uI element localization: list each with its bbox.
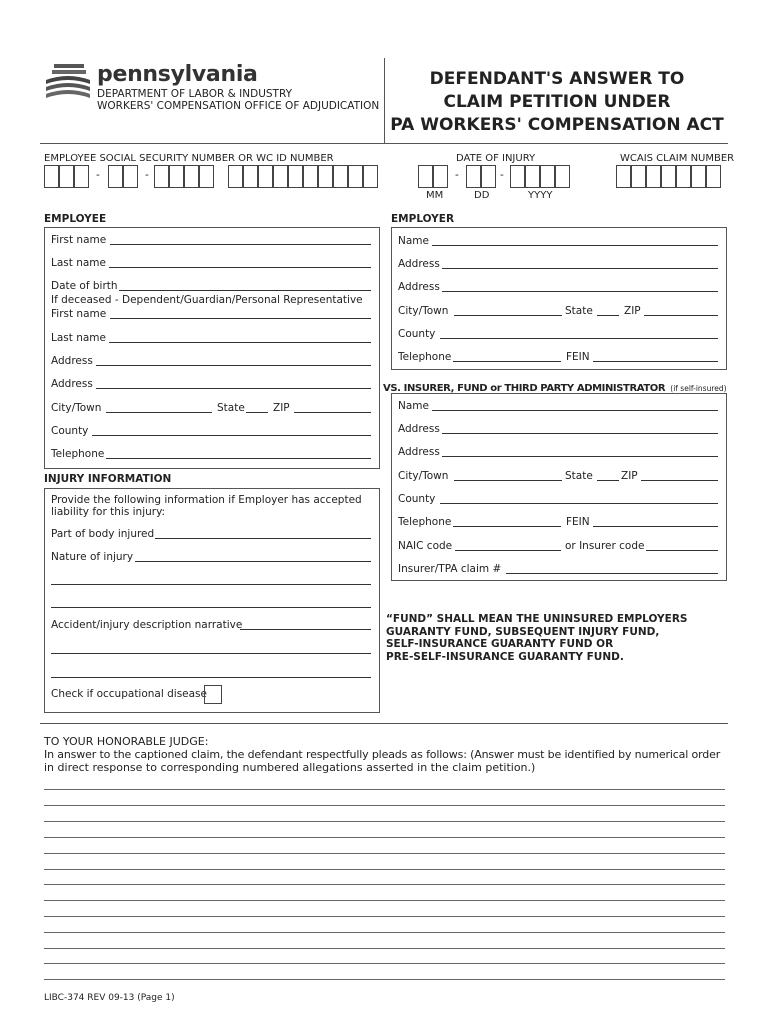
insurer-fein-input[interactable] <box>593 526 718 527</box>
employee-address1-label: Address <box>51 355 93 367</box>
employee-state-input[interactable] <box>246 412 268 413</box>
ssn-dash-1: - <box>96 169 100 181</box>
occupational-disease-checkbox[interactable] <box>204 685 222 704</box>
date-dash-1: - <box>455 169 459 181</box>
employee-last-name-input[interactable] <box>109 267 371 268</box>
pa-logo <box>44 62 92 104</box>
mm-label: MM <box>426 190 444 201</box>
department-name: DEPARTMENT OF LABOR & INDUSTRY <box>97 88 293 100</box>
employee-deceased-label: If deceased - Dependent/Guardian/Personal Representative <box>51 294 363 306</box>
narrative-input[interactable] <box>240 629 371 630</box>
answer-line[interactable] <box>44 869 725 870</box>
insurer-zip-label: ZIP <box>621 470 638 482</box>
employer-box <box>391 227 727 370</box>
answer-line[interactable] <box>44 853 725 854</box>
fund-note <box>386 613 687 663</box>
answer-line[interactable] <box>44 821 725 822</box>
fund-note-line-3: SELF-INSURANCE GUARANTY FUND OR <box>386 638 614 650</box>
injury-intro-2: liability for this injury: <box>51 506 166 518</box>
insurer-name-input[interactable] <box>432 410 718 411</box>
employer-zip-label: ZIP <box>624 305 641 317</box>
employee-first-name-input[interactable] <box>110 244 371 245</box>
header-divider <box>384 58 385 144</box>
employer-county-input[interactable] <box>440 338 718 339</box>
injury-intro-1: Provide the following information if Employer has accepted <box>51 494 362 506</box>
insurer-box <box>391 393 727 581</box>
employer-zip-input[interactable] <box>644 315 718 316</box>
employer-fein-input[interactable] <box>593 361 718 362</box>
judge-rule <box>40 723 728 724</box>
fund-note-line-2: GUARANTY FUND, SUBSEQUENT INJURY FUND, <box>386 625 660 638</box>
insurer-county-label: County <box>398 493 436 505</box>
employer-name-label: Name <box>398 235 429 247</box>
narrative-input-2[interactable] <box>51 653 371 654</box>
employee-heading: EMPLOYEE <box>44 213 107 225</box>
employee-county-input[interactable] <box>92 435 371 436</box>
answer-line[interactable] <box>44 837 725 838</box>
employer-address1-input[interactable] <box>442 268 718 269</box>
occupational-disease-label: Check if occupational disease <box>51 688 207 700</box>
rep-first-name-input[interactable] <box>110 318 371 319</box>
insurer-heading-text: VS. INSURER, FUND or THIRD PARTY ADMINISTRATOR <box>383 383 666 394</box>
ssn-dash-2: - <box>145 169 149 181</box>
answer-line[interactable] <box>44 805 725 806</box>
date-of-injury-label: DATE OF INJURY <box>456 153 536 164</box>
yyyy-label: YYYY <box>528 190 553 201</box>
employee-zip-label: ZIP <box>273 402 290 414</box>
answer-line[interactable] <box>44 963 725 964</box>
nature-of-injury-input-3[interactable] <box>51 607 371 608</box>
judge-instruction-1: In answer to the captioned claim, the defendant respectfully pleads as follows: (Answer must be identified by numerical order <box>44 748 721 761</box>
employer-fein-label: FEIN <box>566 351 590 363</box>
title-line-1: DEFENDANT'S ANSWER TO <box>429 69 685 89</box>
title-line-3: PA WORKERS' COMPENSATION ACT <box>390 115 724 135</box>
employer-state-label: State <box>565 305 593 317</box>
employee-first-name-label: First name <box>51 234 107 246</box>
wc-id-field[interactable] <box>228 165 378 188</box>
ssn-label: EMPLOYEE SOCIAL SECURITY NUMBER OR WC ID NUMBER <box>44 153 334 164</box>
state-name: pennsylvania <box>97 62 258 87</box>
fund-note-line-4: PRE-SELF-INSURANCE GUARANTY FUND. <box>386 650 624 663</box>
employer-telephone-label: Telephone <box>398 351 452 363</box>
body-part-label: Part of body injured <box>51 528 155 540</box>
narrative-input-3[interactable] <box>51 677 371 678</box>
tpa-claim-label: Insurer/TPA claim # <box>398 563 502 575</box>
employee-address2-label: Address <box>51 378 93 390</box>
insurer-zip-input[interactable] <box>641 480 718 481</box>
answer-line[interactable] <box>44 932 725 933</box>
ssn-field[interactable] <box>44 165 214 188</box>
wcais-label: WCAIS CLAIM NUMBER <box>620 153 735 164</box>
insurer-fein-label: FEIN <box>566 516 590 528</box>
employer-heading: EMPLOYER <box>391 213 455 225</box>
nature-of-injury-input-2[interactable] <box>51 584 371 585</box>
injury-box <box>44 488 380 713</box>
employer-state-input[interactable] <box>597 315 619 316</box>
rep-first-name-label: First name <box>51 308 107 320</box>
employer-address2-input[interactable] <box>442 291 718 292</box>
answer-line[interactable] <box>44 884 725 885</box>
employee-telephone-input[interactable] <box>106 458 371 459</box>
nature-of-injury-label: Nature of injury <box>51 551 134 563</box>
form-id: LIBC-374 REV 09-13 (Page 1) <box>44 993 175 1003</box>
insurer-city-input[interactable] <box>454 480 562 481</box>
insurer-telephone-label: Telephone <box>398 516 452 528</box>
insurer-heading-note: (if self-insured) <box>670 384 727 393</box>
injury-heading: INJURY INFORMATION <box>44 473 172 485</box>
employer-address1-label: Address <box>398 258 440 270</box>
keystone-logo-icon <box>44 62 92 104</box>
employee-county-label: County <box>51 425 89 437</box>
naic-code-input[interactable] <box>455 550 561 551</box>
employee-telephone-label: Telephone <box>51 448 105 460</box>
answer-line[interactable] <box>44 789 725 790</box>
insurer-state-label: State <box>565 470 593 482</box>
insurer-state-input[interactable] <box>597 480 619 481</box>
form-title <box>386 68 728 137</box>
employee-last-name-label: Last name <box>51 257 106 269</box>
insurer-address1-input[interactable] <box>442 433 718 434</box>
date-of-injury-field[interactable] <box>418 165 578 188</box>
title-line-2: CLAIM PETITION UNDER <box>443 92 671 112</box>
employer-name-input[interactable] <box>432 245 718 246</box>
header-rule <box>40 143 728 144</box>
rep-last-name-label: Last name <box>51 332 106 344</box>
insurer-name-label: Name <box>398 400 429 412</box>
insurer-code-input[interactable] <box>646 550 718 551</box>
employer-telephone-input[interactable] <box>453 361 561 362</box>
office-name: WORKERS' COMPENSATION OFFICE OF ADJUDICATION <box>97 100 380 112</box>
narrative-label: Accident/injury description narrative <box>51 619 243 631</box>
insurer-city-label: City/Town <box>398 470 449 482</box>
employer-address2-label: Address <box>398 281 440 293</box>
answer-line[interactable] <box>44 900 725 901</box>
employee-state-label: State <box>217 402 245 414</box>
judge-instruction-2: in direct response to corresponding numbered allegations asserted in the claim petition.) <box>44 761 536 774</box>
employer-city-label: City/Town <box>398 305 449 317</box>
answer-line[interactable] <box>44 979 725 980</box>
employee-zip-input[interactable] <box>294 412 371 413</box>
employee-address2-input[interactable] <box>96 388 371 389</box>
wcais-claim-field[interactable] <box>616 165 726 188</box>
employee-dob-input[interactable] <box>119 290 371 291</box>
body-part-input[interactable] <box>155 538 371 539</box>
insurer-code-label: or Insurer code <box>565 540 645 552</box>
employee-city-input[interactable] <box>106 412 212 413</box>
fund-note-line-1: “FUND” SHALL MEAN THE UNINSURED EMPLOYERS <box>386 613 688 625</box>
tpa-claim-input[interactable] <box>506 573 718 574</box>
answer-line[interactable] <box>44 916 725 917</box>
rep-last-name-input[interactable] <box>109 342 371 343</box>
answer-line[interactable] <box>44 948 725 949</box>
insurer-address2-input[interactable] <box>442 456 718 457</box>
employer-county-label: County <box>398 328 436 340</box>
employee-dob-label: Date of birth <box>51 280 118 292</box>
insurer-telephone-input[interactable] <box>453 526 561 527</box>
employee-city-label: City/Town <box>51 402 102 414</box>
naic-code-label: NAIC code <box>398 540 453 552</box>
dd-label: DD <box>474 190 490 201</box>
insurer-county-input[interactable] <box>440 503 718 504</box>
insurer-address1-label: Address <box>398 423 440 435</box>
judge-salutation: TO YOUR HONORABLE JUDGE: <box>44 735 209 748</box>
employer-city-input[interactable] <box>454 315 562 316</box>
date-dash-2: - <box>500 169 504 181</box>
employee-address1-input[interactable] <box>96 365 371 366</box>
insurer-address2-label: Address <box>398 446 440 458</box>
nature-of-injury-input[interactable] <box>135 561 371 562</box>
